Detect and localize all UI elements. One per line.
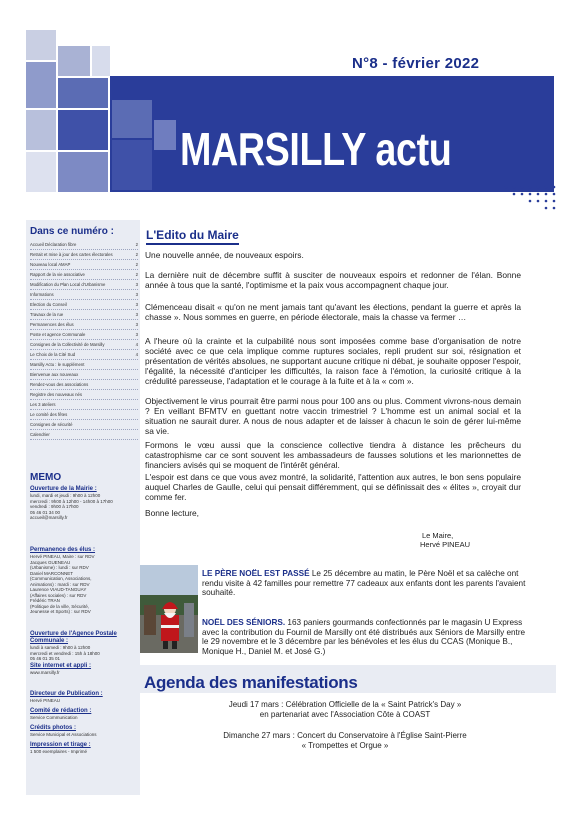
table-of-contents [30, 240, 138, 440]
memo-line: (Affaires sociales) : sur RDV [30, 592, 87, 598]
signature-role: Le Maire, [422, 531, 454, 540]
toc-item [30, 410, 138, 420]
santa-photo [140, 565, 198, 653]
memo-heading: Ouverture de l'Agence Postale Communale : [30, 631, 117, 644]
toc-title: Dans ce numéro : [30, 226, 114, 237]
toc-item [30, 250, 138, 260]
memo-line: Animations) : mardi : sur RDV [30, 581, 90, 587]
toc-item [30, 240, 138, 250]
toc-item-label: Poste et agence Communale [30, 332, 86, 337]
memo-title: MEMO [30, 472, 62, 483]
toc-item-page: 2 [135, 242, 138, 247]
memo-line: Laurence VIAUD-TANGUAY [30, 587, 87, 592]
edito-paragraph: Formons le vœu aussi que la conscience collective tiendra à distance les prêcheurs du catastrophisme car ce sont souvent les ambassadeurs de fausses solutions et les marionnettes de financiers avisés qui se moquent de l'intérêt général. [145, 440, 521, 470]
toc-item-page: 2 [135, 252, 138, 257]
memo-line: (Communication, Associations, [30, 576, 92, 581]
toc-item-label: Bienvenue aux nouveaux [30, 372, 79, 377]
memo-block [30, 631, 136, 662]
toc-item [30, 320, 138, 330]
toc-item-page: 2 [135, 262, 138, 267]
memo-line: mercredi : 9h00 à 12h00 - 14h00 à 17h00 [30, 498, 113, 504]
edito-closing: Bonne lecture, [145, 508, 200, 518]
memo-heading: Impression et tirage : [30, 742, 91, 748]
agenda-item [140, 731, 550, 751]
toc-item-page: 3 [135, 312, 138, 317]
toc-item-label: Nouveau local AMAP [30, 262, 71, 267]
memo-line: mercredi et vendredi : 15h à 18h00 [30, 650, 100, 656]
toc-item-label: Permanences des élus [30, 322, 74, 327]
memo-line: lundi à samedi : 9h00 à 12h00 [30, 645, 91, 650]
toc-item-page: 3 [135, 322, 138, 327]
memo-heading: Ouverture de la Mairie : [30, 486, 97, 492]
toc-item [30, 420, 138, 430]
news-item-seniors [202, 618, 530, 656]
toc-item [30, 290, 138, 300]
memo-block [30, 663, 136, 676]
memo-block [30, 708, 136, 721]
toc-item-label: Election du Conseil [30, 302, 67, 307]
toc-item-label: Rapport de la vie associative [30, 272, 85, 277]
toc-item [30, 380, 138, 390]
memo-line: vendredi : 9h00 à 17h00 [30, 504, 79, 509]
memo-block [30, 742, 136, 755]
memo-heading: Site internet et appli : [30, 663, 92, 669]
edito-title: L'Edito du Maire [146, 228, 239, 242]
agenda-item [140, 700, 550, 720]
toc-item-page: 3 [135, 302, 138, 307]
toc-item-label: Travaux de la rue [30, 312, 64, 317]
memo-line: Service Municipal et Associations [30, 732, 97, 737]
newsletter-title: MARSILLY actu [180, 123, 452, 175]
toc-item-page: 3 [135, 292, 138, 297]
memo-line: (Urbanisme) : lundi : sur RDV [30, 565, 89, 570]
toc-item-label: Les 3 ateliers [30, 402, 56, 407]
toc-item-label: Registre des nouveaux nés [30, 392, 83, 397]
memo-line: Hervé PINEAU, Maire : sur RDV [30, 554, 95, 559]
toc-item-label: Le comité des fêtes [30, 412, 68, 417]
edito-paragraph: L'espoir est dans ce que vous avez montré, la solidarité, l'attention aux autres, le bon sens populaire auquel Charles de Gaulle, celui qui pensait différemment, qui se définissait des « élites », croyait dur comme fer. [145, 472, 521, 502]
memo-heading: Comité de rédaction : [30, 708, 92, 714]
agenda-item-line: Dimanche 27 mars : Concert du Conservatoire à l'Église Saint-Pierre [223, 731, 467, 740]
memo-line: Frédéric TRAN [30, 598, 60, 603]
toc-item [30, 360, 138, 370]
toc-item [30, 270, 138, 280]
memo-heading: Permanence des élus : [30, 547, 96, 553]
edito-paragraph: A l'heure où la crainte et la culpabilité nous sont imposées comme base d'organisation de notre société avec ce que cela implique comme ruptures sociales, repli prudent sur soi, résignation et présentation de vérités absolues, ne supportant aucune critique ni débat, je souhaite opposer l'espoir, l'égalité, la nécessité d'anticiper les difficultés, la raison face à l'émotion, la curiosité critique à la crédulité paresseuse, l'adaptation et le courage à la fuite et à la « com ». [145, 336, 521, 386]
toc-item [30, 430, 138, 440]
toc-item-page: 2 [135, 272, 138, 277]
edito-paragraph: Objectivement le virus pourrait être parmi nous pour 100 ans ou plus. Comment vivrons-nous demain ? En veillant BFMTV en guettant notre vaccin trimestriel ? L'homme est un animal social et la situation ne saurait durer. A nous de nous adapter et de laisser à chacun le soin de gérer lui-même sa vie. [145, 396, 521, 436]
toc-item [30, 400, 138, 410]
memo-line: Service Communication [30, 715, 78, 720]
memo-line: 05 46 01 34 00 [30, 509, 61, 515]
news-text: 163 paniers gourmands confectionnés par le magasin U Express avec la contribution du Fournil de Marsilly ont été distribués aux Séniors de Marsilly entre le 29 novembre et le 3 décembre par les bénévoles et les élus du CCAS (Monique B., Monique H., Daniel M. et José G.) [202, 618, 526, 656]
memo-heading: Directeur de Publication : [30, 691, 103, 697]
edito-paragraph: Une nouvelle année, de nouveaux espoirs. [145, 250, 304, 260]
toc-item-page: 3 [135, 282, 138, 287]
toc-item-label: Consignes de la Collectivité de Marsilly [30, 342, 105, 347]
toc-item [30, 260, 138, 270]
edito-paragraph: Clémenceau disait « qu'on ne ment jamais tant qu'avant les élections, pendant la guerre et après la chasse ». Nous sommes en guerre, en période électorale, mais la chasse va fermer … [145, 302, 521, 322]
news-text: Le 25 décembre au matin, le Père Noël et sa calèche ont rendu visite à 42 familles pour remettre 77 cadeaux aux enfants dont les parents l'avaient souhaité. [202, 569, 526, 598]
toc-item [30, 330, 138, 340]
memo-line: 1 500 exemplaires - Imprimé [30, 749, 88, 754]
toc-item-page: 4 [135, 352, 138, 357]
memo-line: Jeunesse et Sports) : sur RDV [30, 609, 91, 614]
toc-item-label: Modification du Plan Local d'Urbanisme [30, 282, 106, 287]
news-item-santa [202, 569, 530, 598]
agenda-item-line: « Trompettes et Orgue » [301, 741, 389, 750]
toc-item [30, 310, 138, 320]
sidebar [26, 220, 140, 795]
toc-item-label: Consignes de sécurité [30, 422, 73, 427]
memo-line: Daniel MARCONNET [30, 570, 74, 576]
memo-heading: Crédits photos : [30, 725, 76, 731]
news-heading: NOËL DES SÉNIORS. [202, 618, 286, 627]
toc-item [30, 350, 138, 360]
toc-item-label: Retrait et mise à jour des cartes électorales [30, 252, 113, 257]
toc-item-label: Informations [30, 292, 54, 297]
toc-item-label: Le Choix de la Cité Sud [30, 352, 76, 357]
memo-line: www.marsilly.fr [30, 670, 60, 675]
news-heading: LE PÈRE NOËL EST PASSÉ [202, 569, 310, 578]
memo-line: accueil@marsilly.fr [30, 515, 68, 520]
memo-line: (Politique de la ville, Sécurité, [30, 603, 90, 609]
toc-item [30, 390, 138, 400]
issue-number: N°8 - février 2022 [352, 55, 480, 72]
memo-block [30, 691, 136, 704]
memo-block [30, 486, 136, 521]
memo-line: Jacques GUENEAU [30, 559, 71, 565]
signature-name: Hervé PINEAU [420, 540, 471, 549]
agenda-item-line: Jeudi 17 mars : Célébration Officielle de la « Saint Patrick's Day » [228, 700, 462, 709]
toc-item-label: Marsilly Actu : le supplément [30, 362, 85, 367]
edito-paragraph: La dernière nuit de décembre suffit à susciter de nouveaux espoirs et redonner de l'élan. Bonne année à tous que la santé, l'optimisme et la paix vous accompagnent chaque jour. [145, 270, 521, 290]
toc-item [30, 300, 138, 310]
toc-item [30, 280, 138, 290]
toc-item [30, 370, 138, 380]
toc-item-label: Accueil Déclaration fibre [30, 242, 77, 247]
agenda-title: Agenda des manifestations [144, 673, 358, 692]
memo-line: 05 46 01 35 01 [30, 656, 61, 661]
toc-item-page: 4 [135, 342, 138, 347]
decorative-dots [500, 182, 560, 212]
memo-block [30, 547, 136, 615]
toc-item-label: Rendez-vous des associations [30, 382, 89, 387]
toc-item-label: Calendrier [30, 432, 50, 437]
agenda-item-line: en partenariat avec l'Association Côte à COAST [259, 710, 431, 719]
memo-line: lundi, mardi et jeudi : 9h00 à 12h00 [30, 493, 101, 498]
memo-line: Hervé PINEAU [30, 698, 61, 703]
toc-item [30, 340, 138, 350]
toc-item-page: 3 [135, 332, 138, 337]
memo-block [30, 725, 136, 738]
